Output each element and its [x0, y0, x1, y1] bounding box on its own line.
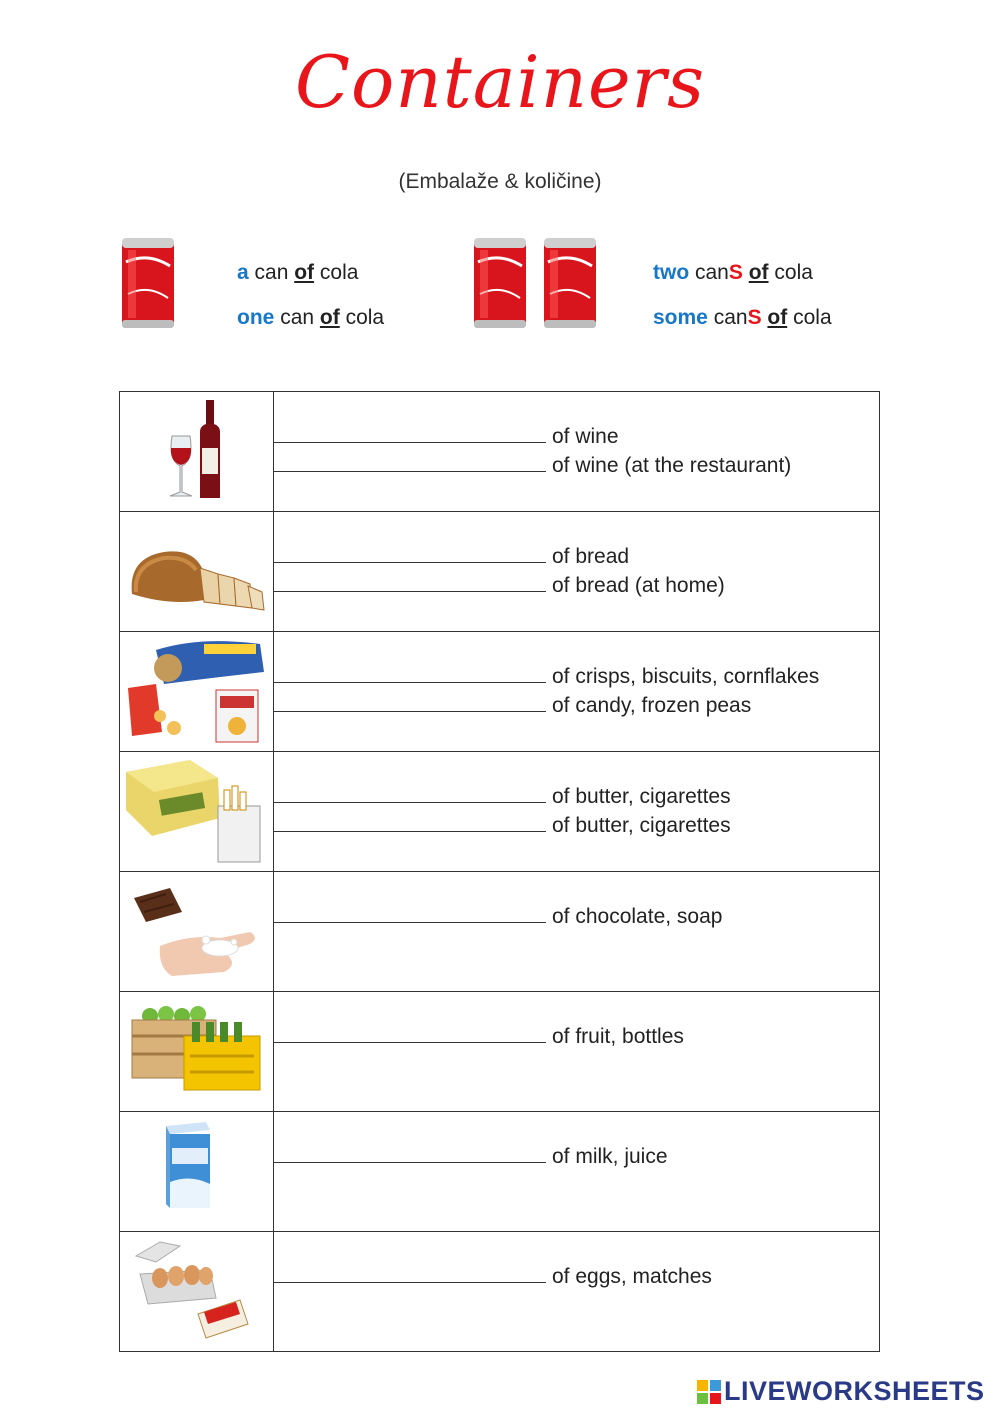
answer-blank[interactable] — [274, 451, 546, 472]
answer-line: of fruit, bottles — [274, 1022, 879, 1051]
answer-line: of wine — [274, 422, 879, 451]
answer-blank[interactable] — [274, 1142, 546, 1163]
row-text-cell — [274, 632, 880, 752]
row-text-cell — [274, 512, 880, 632]
worksheet-table — [119, 391, 880, 1352]
answer-blank[interactable] — [274, 691, 546, 712]
row-text-cell — [274, 872, 880, 992]
bread-loaf-icon — [120, 512, 273, 626]
answer-line: of milk, juice — [274, 1142, 879, 1171]
answer-blank[interactable] — [274, 1022, 546, 1043]
example-line: two canS of cola — [653, 261, 813, 284]
row-text-cell — [274, 992, 880, 1112]
wine-bottle-icon — [120, 392, 273, 506]
logo-text: LIVEWORKSHEETS — [724, 1376, 985, 1406]
row-image-cell — [120, 632, 274, 752]
answer-blank[interactable] — [274, 782, 546, 803]
eggs-matches-icon — [120, 1232, 273, 1346]
row-text-cell — [274, 1232, 880, 1352]
crisps-biscuits-cornflakes-icon — [120, 632, 273, 746]
table-row — [120, 872, 880, 992]
liveworksheets-logo[interactable] — [697, 1376, 985, 1407]
page-title: Containers — [294, 40, 706, 124]
example-line: a can of cola — [237, 261, 359, 284]
answer-line: of chocolate, soap — [274, 902, 879, 931]
chocolate-soap-icon — [120, 872, 273, 986]
row-image-cell — [120, 1112, 274, 1232]
example-line: one can of cola — [237, 306, 385, 329]
answer-blank[interactable] — [274, 662, 546, 683]
row-text-cell — [274, 752, 880, 872]
answer-line: of eggs, matches — [274, 1262, 879, 1291]
cola-can-icon — [540, 232, 600, 334]
butter-cigarettes-icon — [120, 752, 273, 866]
answer-blank[interactable] — [274, 1262, 546, 1283]
milk-carton-icon — [120, 1112, 273, 1226]
answer-line: of candy, frozen peas — [274, 691, 879, 720]
cola-can-icon — [470, 232, 530, 334]
row-image-cell — [120, 512, 274, 632]
row-text-cell — [274, 1112, 880, 1232]
page-subtitle: (Embalaže & količine) — [398, 170, 602, 193]
answer-blank[interactable] — [274, 542, 546, 563]
table-row — [120, 1232, 880, 1352]
table-row — [120, 752, 880, 872]
answer-blank[interactable] — [274, 571, 546, 592]
logo-grid-icon — [697, 1380, 721, 1404]
row-image-cell — [120, 1232, 274, 1352]
fruit-crate-icon — [120, 992, 273, 1106]
example-singular — [237, 250, 384, 340]
table-row — [120, 632, 880, 752]
row-image-cell — [120, 752, 274, 872]
row-image-cell — [120, 872, 274, 992]
row-image-cell — [120, 392, 274, 512]
example-plural — [653, 250, 832, 340]
table-row — [120, 992, 880, 1112]
answer-line: of crisps, biscuits, cornflakes — [274, 662, 879, 691]
answer-line: of wine (at the restaurant) — [274, 451, 879, 480]
answer-line: of butter, cigarettes — [274, 811, 879, 840]
example-line: some canS of cola — [653, 306, 832, 329]
table-row — [120, 1112, 880, 1232]
answer-blank[interactable] — [274, 422, 546, 443]
answer-line: of bread (at home) — [274, 571, 879, 600]
answer-blank[interactable] — [274, 902, 546, 923]
row-text-cell — [274, 392, 880, 512]
answer-blank[interactable] — [274, 811, 546, 832]
answer-line: of bread — [274, 542, 879, 571]
table-row — [120, 392, 880, 512]
table-row — [120, 512, 880, 632]
row-image-cell — [120, 992, 274, 1112]
cola-can-icon — [118, 232, 178, 334]
answer-line: of butter, cigarettes — [274, 782, 879, 811]
